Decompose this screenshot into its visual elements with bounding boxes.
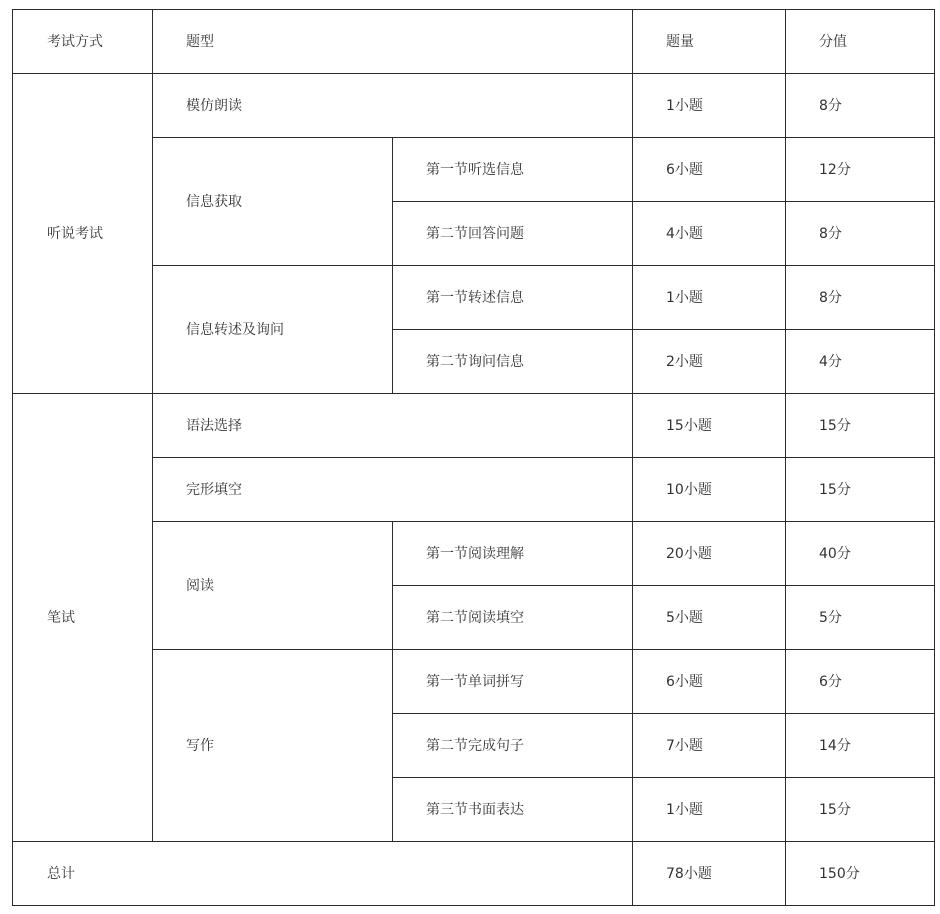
count-cell: 6小题 — [633, 650, 786, 714]
count-cell: 10小题 — [633, 458, 786, 522]
type-grammar: 语法选择 — [153, 394, 633, 458]
header-row — [13, 10, 935, 74]
section-cell: 第二节回答问题 — [393, 202, 633, 266]
count-cell: 1小题 — [633, 266, 786, 330]
method-listening: 听说考试 — [13, 74, 153, 394]
score-cell: 15分 — [786, 394, 935, 458]
count-cell: 6小题 — [633, 138, 786, 202]
type-info-relay: 信息转述及询问 — [153, 266, 393, 394]
total-score: 150分 — [786, 842, 935, 906]
section-cell: 第二节询问信息 — [393, 330, 633, 394]
score-cell: 15分 — [786, 458, 935, 522]
exam-structure-table — [12, 9, 935, 906]
section-cell: 第一节单词拼写 — [393, 650, 633, 714]
count-cell: 4小题 — [633, 202, 786, 266]
count-cell: 5小题 — [633, 586, 786, 650]
count-cell: 1小题 — [633, 778, 786, 842]
score-cell: 8分 — [786, 74, 935, 138]
type-imitation: 模仿朗读 — [153, 74, 633, 138]
score-cell: 6分 — [786, 650, 935, 714]
section-cell: 第一节阅读理解 — [393, 522, 633, 586]
header-score: 分值 — [786, 10, 935, 74]
total-label: 总计 — [13, 842, 633, 906]
count-cell: 2小题 — [633, 330, 786, 394]
score-cell: 5分 — [786, 586, 935, 650]
count-cell: 20小题 — [633, 522, 786, 586]
type-reading: 阅读 — [153, 522, 393, 650]
count-cell: 7小题 — [633, 714, 786, 778]
score-cell: 4分 — [786, 330, 935, 394]
score-cell: 15分 — [786, 778, 935, 842]
score-cell: 40分 — [786, 522, 935, 586]
table-row — [13, 394, 935, 458]
score-cell: 12分 — [786, 138, 935, 202]
type-cloze: 完形填空 — [153, 458, 633, 522]
total-count: 78小题 — [633, 842, 786, 906]
section-cell: 第二节完成句子 — [393, 714, 633, 778]
score-cell: 8分 — [786, 266, 935, 330]
header-type: 题型 — [153, 10, 633, 74]
score-cell: 8分 — [786, 202, 935, 266]
table-row — [13, 74, 935, 138]
type-writing: 写作 — [153, 650, 393, 842]
count-cell: 1小题 — [633, 74, 786, 138]
section-cell: 第三节书面表达 — [393, 778, 633, 842]
score-cell: 14分 — [786, 714, 935, 778]
count-cell: 15小题 — [633, 394, 786, 458]
header-count: 题量 — [633, 10, 786, 74]
section-cell: 第一节听选信息 — [393, 138, 633, 202]
method-written: 笔试 — [13, 394, 153, 842]
total-row — [13, 842, 935, 906]
section-cell: 第二节阅读填空 — [393, 586, 633, 650]
type-info-get: 信息获取 — [153, 138, 393, 266]
header-method: 考试方式 — [13, 10, 153, 74]
section-cell: 第一节转述信息 — [393, 266, 633, 330]
